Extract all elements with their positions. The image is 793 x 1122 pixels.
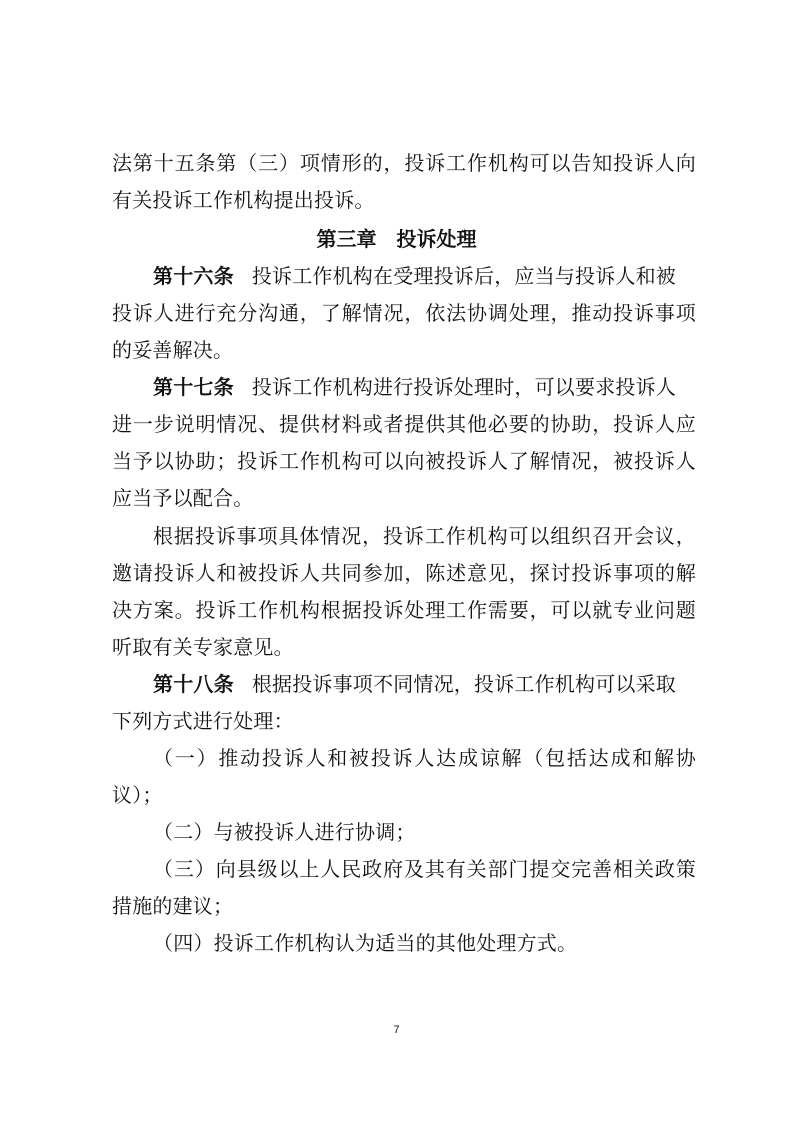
article-first-line bbox=[112, 369, 696, 406]
list-item-line: （二）与被投诉人进行协调； bbox=[153, 820, 416, 844]
paragraph-meeting bbox=[112, 518, 696, 666]
list-item-4 bbox=[112, 925, 696, 962]
paragraph-line: 投诉人进行充分沟通，了解情况，依法协调处理，推动投诉事项 bbox=[112, 301, 696, 325]
paragraph-line: 听取有关专家意见。 bbox=[112, 635, 294, 659]
paragraph-line: 决方案。投诉工作机构根据投诉处理工作需要，可以就专业问题 bbox=[112, 598, 696, 622]
article-16 bbox=[112, 258, 696, 369]
list-item-line: （一）推动投诉人和被投诉人达成谅解（包括达成和解协 bbox=[153, 746, 696, 770]
paragraph-line: 法第十五条第（三）项情形的，投诉工作机构可以告知投诉人向 bbox=[112, 151, 696, 175]
article-number: 第十六条 bbox=[153, 264, 234, 288]
list-item-line: 议）； bbox=[112, 783, 163, 807]
article-number: 第十八条 bbox=[153, 672, 234, 696]
paragraph-line: 应当予以配合。 bbox=[112, 486, 254, 510]
article-17 bbox=[112, 369, 696, 517]
article-text: 根据投诉事项不同情况，投诉工作机构可以采取 bbox=[251, 672, 677, 696]
page-number: 7 bbox=[393, 1024, 400, 1036]
article-number: 第十七条 bbox=[153, 375, 234, 399]
paragraph-line: 有关投诉工作机构提出投诉。 bbox=[112, 188, 375, 212]
paragraph-line: 根据投诉事项具体情况，投诉工作机构可以组织召开会议， bbox=[153, 524, 696, 548]
article-first-line bbox=[112, 258, 696, 295]
article-18 bbox=[112, 666, 696, 740]
chapter-heading: 第三章 投诉处理 bbox=[316, 227, 477, 251]
paragraph-line: 进一步说明情况、提供材料或者提供其他必要的协助，投诉人应 bbox=[112, 412, 696, 436]
list-item-1 bbox=[112, 740, 696, 814]
article-text: 投诉工作机构进行投诉处理时，可以要求投诉人 bbox=[251, 375, 677, 399]
list-item-3 bbox=[112, 851, 696, 925]
list-item-line: （四）投诉工作机构认为适当的其他处理方式。 bbox=[153, 931, 578, 955]
paragraph-line: 下列方式进行处理： bbox=[112, 709, 294, 733]
paragraph-continuation bbox=[112, 145, 696, 219]
list-item-line: （三）向县级以上人民政府及其有关部门提交完善相关政策 bbox=[153, 857, 696, 881]
list-item-line: 措施的建议； bbox=[112, 894, 234, 918]
paragraph-line: 当予以协助；投诉工作机构可以向被投诉人了解情况，被投诉人 bbox=[112, 449, 696, 473]
list-item-2 bbox=[112, 814, 696, 851]
paragraph-line: 的妥善解决。 bbox=[112, 338, 234, 362]
article-text: 投诉工作机构在受理投诉后，应当与投诉人和被 bbox=[251, 264, 677, 288]
paragraph-line: 邀请投诉人和被投诉人共同参加，陈述意见，探讨投诉事项的解 bbox=[112, 561, 696, 585]
article-first-line bbox=[112, 666, 696, 703]
